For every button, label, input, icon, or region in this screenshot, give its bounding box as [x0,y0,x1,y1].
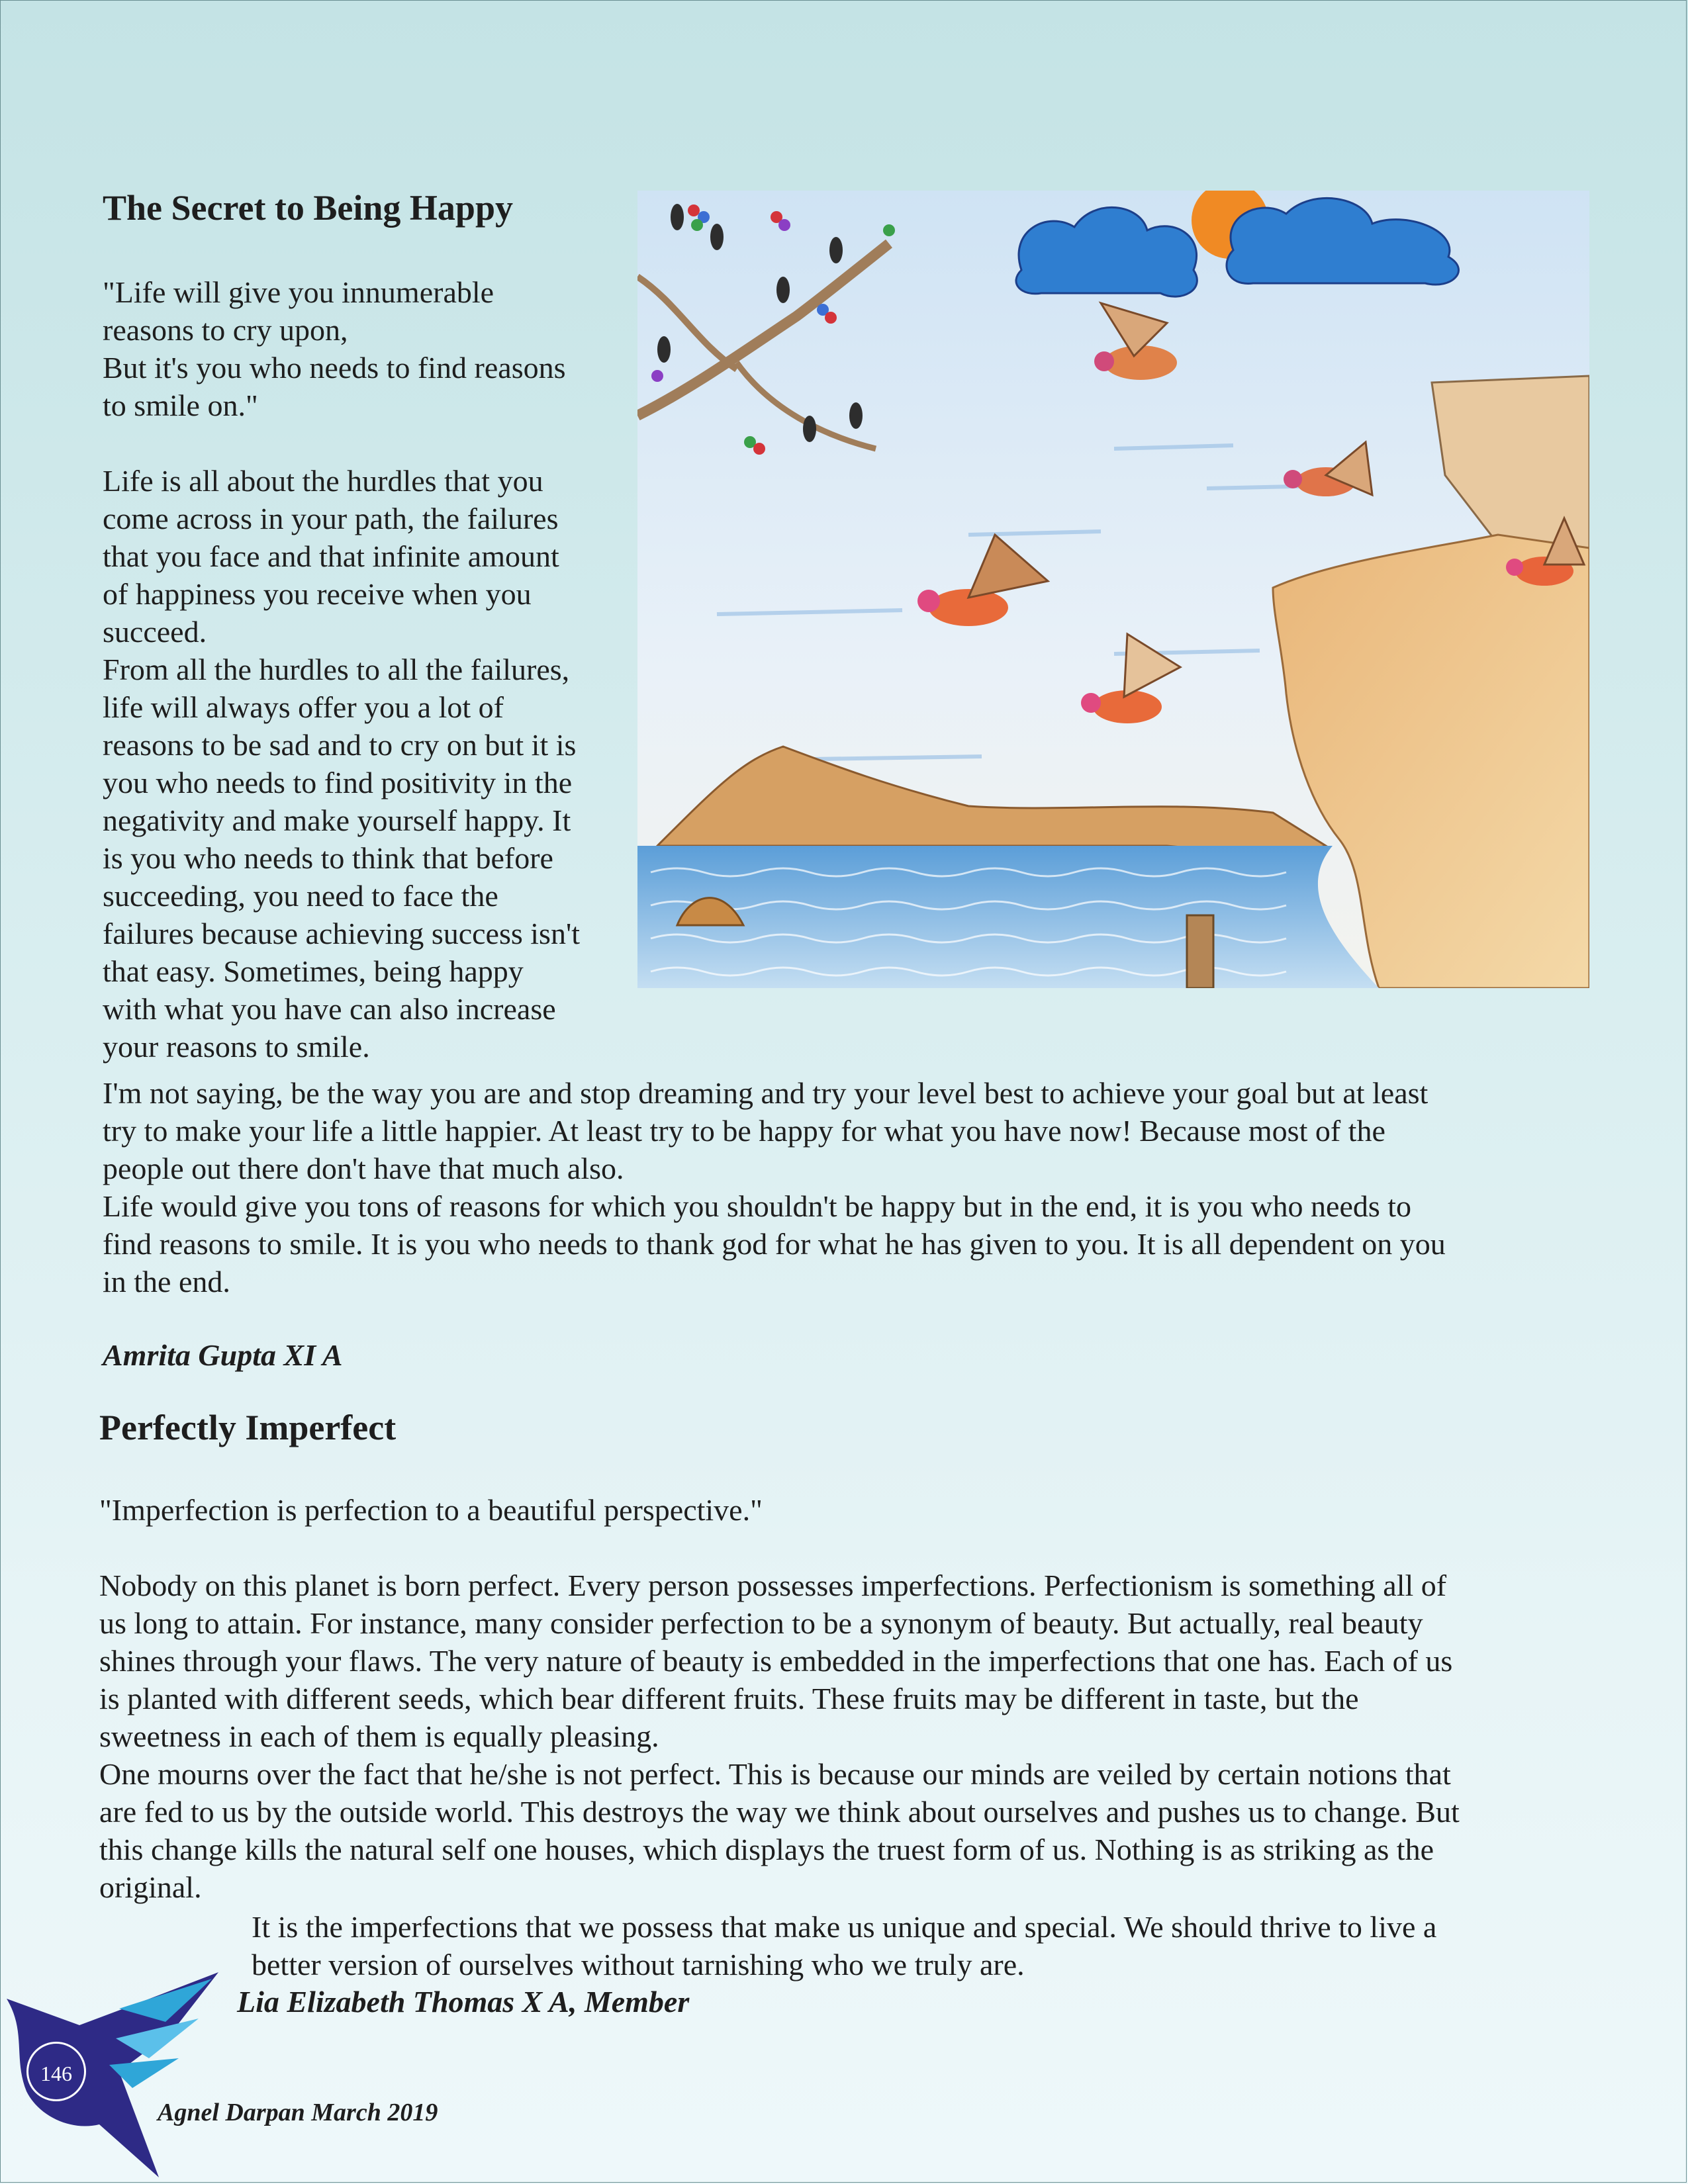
article-author: Lia Elizabeth Thomas X A, Member [237,1985,690,2019]
article-body: Nobody on this planet is born perfect. Every person possesses imperfections. Perfectionism is something all of us long to attain. For instance, many consider perfection to be a synonym of beauty. But actually, real beauty shines through your flaws. The very nature of beauty is embedded in the imperfections that one has. Each of us is planted with different seeds, which bear different fruits. These fruits may be different in taste, but the sweetness in each of them is equally pleasing. One mourns over the fact that he/she is not perfect. This is because our minds are veiled by certain notions that are fed to us by the outside world. This destroys the way we think about ourselves and pushes us to change. But this change kills the natural self one houses, which displays the truest form of us. Nothing is as striking as the original. [99,1569,1460,1904]
page-number: 146 [26,2042,86,2101]
article-closing: It is the imperfections that we possess that make us unique and special. We should thrive to live a better version of ourselves without tarnishing who we truly are. [252,1910,1437,1981]
article-quote: "Imperfection is perfection to a beautiful perspective." [99,1493,763,1527]
publication-footer: Agnel Darpan March 2019 [158,2099,438,2126]
article-title: The Secret to Being Happy [103,188,513,228]
article-narrow-column [103,273,626,1066]
article-title: Perfectly Imperfect [99,1408,397,1447]
watercolor-painting [637,191,1589,988]
article-body-continued: I'm not saying, be the way you are and stop dreaming and try your level best to achieve your goal but at least try to make your life a little happier. At least try to be happy for what you have now! Because most of the people out there don't have that much also. Life would give you tons of reasons for which you shouldn't be happy but in the end, it is you who needs to find reasons to smile. It is you who needs to thank god for what he has given to you. It is all dependent on you in the end. [103,1076,1446,1298]
article-body: Life is all about the hurdles that you come across in your path, the failures that you face and that infinite amount of happiness you receive when you succeed. From all the hurdles to all the failures, life will always offer you a lot of reasons to be sad and to cry on but it is you who needs to find positivity in the negativity and make yourself happy. It is you who needs to think that before succeeding, you need to face the failures because achieving success isn't that easy. Sometimes, being happy with what you have can also increase your reasons to smile. [103,464,581,1064]
article-quote: "Life will give you innumerable reasons to cry upon, But it's you who needs to find reasons to smile on." [103,275,566,422]
article-author: Amrita Gupta XI A [103,1338,343,1372]
